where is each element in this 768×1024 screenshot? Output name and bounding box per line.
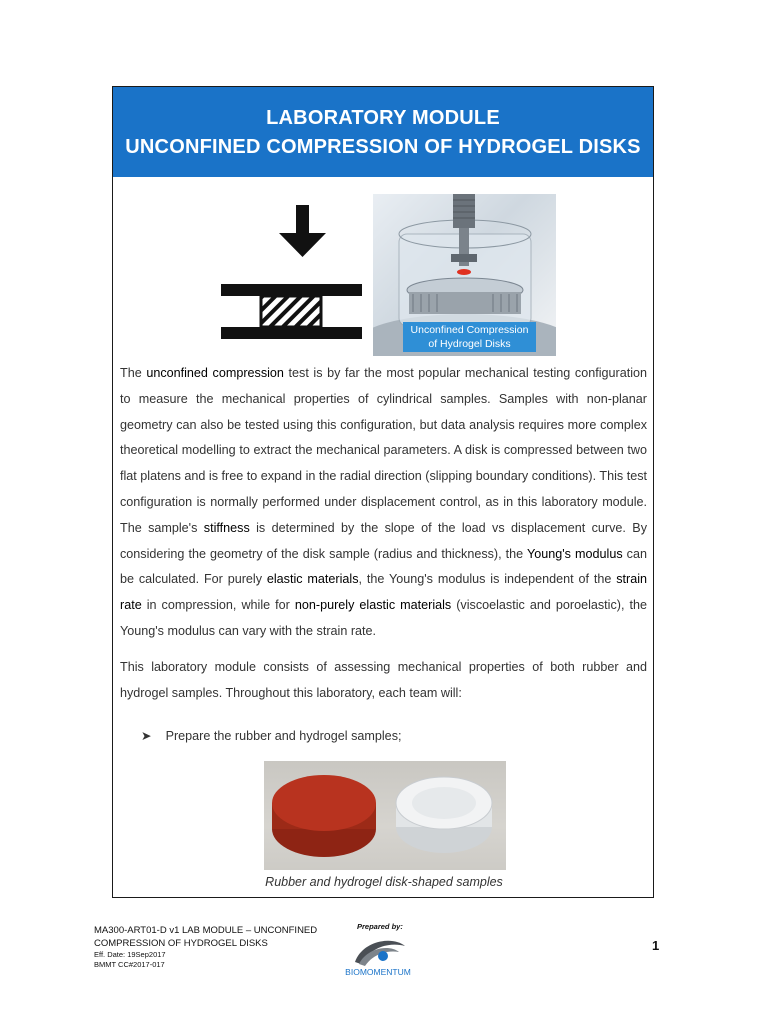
bottom-platen xyxy=(221,327,362,339)
photo-caption-line-1: Unconfined Compression xyxy=(410,324,529,336)
keyword-strain-rate: strain rate xyxy=(120,572,647,613)
samples-photo xyxy=(264,761,506,870)
keyword-unconfined-compression: unconfined compression xyxy=(146,366,284,380)
down-arrow-icon xyxy=(279,205,326,257)
top-platen xyxy=(221,284,362,296)
footer-info xyxy=(94,924,317,970)
photo-caption-line-2: of Hydrogel Disks xyxy=(428,338,511,350)
paragraph-1: The unconfined compression test is by far the most popular mechanical testing configuration to measure the mechanical properties of cylindrical samples. Samples with non-planar geometry can also be tested using this configuration, but data analysis requires more complex theoretical modelling to extract the mechanical parameters. A disk is compressed between two flat platens and is free to expand in the radial direction (slipping boundary conditions). This test configuration is normally performed under displacement control, as in this laboratory module. The sample's stiffness is determined by the slope of the load vs displacement curve. By considering the geometry of the disk sample (radius and thickness), the Young's modulus can be calculated. For purely elastic materials, the Young's modulus is independent of the strain rate in compression, while for non-purely elastic materials (viscoelastic and poroelastic), the Young's modulus can vary with the strain rate. xyxy=(120,366,648,638)
apparatus-photo xyxy=(373,194,556,356)
arrow-bullet-icon: ➤ xyxy=(141,729,152,743)
samples-illustration xyxy=(264,761,506,870)
hatched-sample xyxy=(261,296,321,327)
bullet-text: Prepare the rubber and hydrogel samples; xyxy=(165,729,402,743)
footer-title-line-1: MA300-ART01-D v1 LAB MODULE – UNCONFINED xyxy=(94,925,318,936)
photo-caption xyxy=(403,322,536,352)
keyword-stiffness: stiffness xyxy=(203,520,250,535)
title-line-2: UNCONFINED COMPRESSION OF HYDROGEL DISKS xyxy=(125,136,641,158)
footer-cc-number: BMMT CC#2017-017 xyxy=(94,960,165,969)
document-frame xyxy=(112,86,654,898)
keyword-elastic-materials: elastic materials xyxy=(266,572,359,587)
paragraph-2: This laboratory module consists of assessing mechanical properties of both rubber and hydrogel samples. Throughout this laboratory, each team will: xyxy=(120,659,647,700)
prepared-by-label: Prepared by: xyxy=(357,922,403,931)
keyword-non-purely-elastic: non-purely elastic materials xyxy=(294,598,452,613)
footer-title-line-2: COMPRESSION OF HYDROGEL DISKS xyxy=(94,938,268,949)
title-banner xyxy=(113,87,653,177)
biomomentum-logo xyxy=(333,932,423,978)
samples-caption: Rubber and hydrogel disk-shaped samples xyxy=(265,875,503,889)
title-line-1: LABORATORY MODULE xyxy=(266,107,500,129)
logo-text: BIOMOMENTUM xyxy=(345,967,411,977)
footer-eff-date: Eff. Date: 19Sep2017 xyxy=(94,950,166,959)
bullet-item xyxy=(141,728,402,743)
keyword-youngs-modulus: Young's modulus xyxy=(527,546,623,561)
page-number: 1 xyxy=(652,938,660,953)
body-text xyxy=(120,361,647,716)
